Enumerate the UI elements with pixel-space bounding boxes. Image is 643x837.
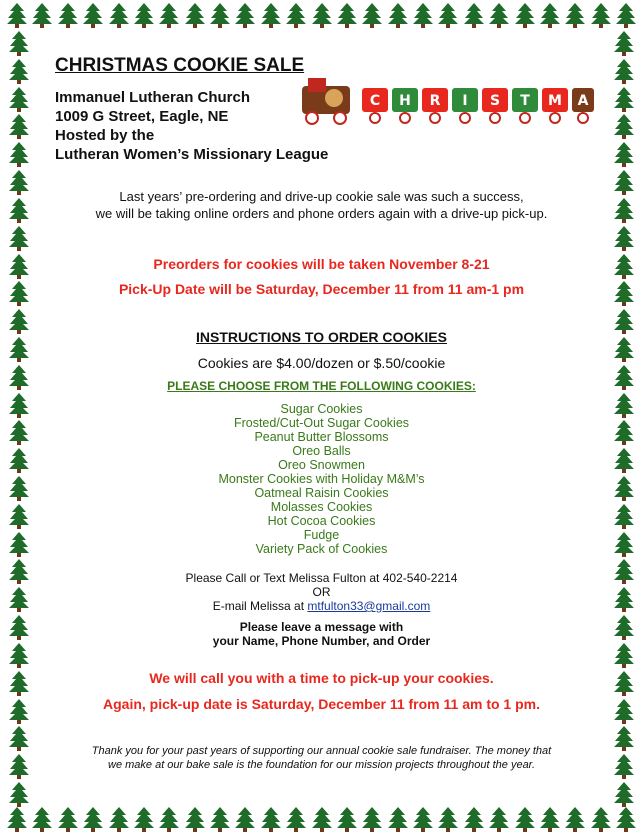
- christmas-tree-icon: [514, 2, 536, 28]
- thank-you-line: we make at our bake sale is the foundation for our mission projects throughout the year.: [108, 759, 535, 771]
- christmas-train-graphic: [296, 72, 598, 126]
- christmas-tree-icon: [361, 2, 383, 28]
- christmas-tree-icon: [8, 725, 30, 751]
- list-item: Frosted/Cut-Out Sugar Cookies: [233, 416, 410, 430]
- christmas-tree-icon: [8, 169, 30, 195]
- christmas-tree-icon: [8, 253, 30, 279]
- christmas-tree-icon: [613, 86, 635, 112]
- svg-text:R: R: [429, 93, 441, 109]
- christmas-tree-icon: [8, 225, 30, 251]
- christmas-tree-icon: [613, 30, 635, 56]
- christmas-tree-icon: [8, 86, 30, 112]
- email-link[interactable]: mtfulton33@gmail.com: [307, 599, 431, 613]
- christmas-tree-icon: [133, 806, 155, 832]
- leave-message-line: your Name, Phone Number, and Order: [212, 634, 431, 648]
- christmas-tree-icon: [8, 586, 30, 612]
- svg-text:H: H: [399, 93, 411, 109]
- christmas-tree-icon: [412, 806, 434, 832]
- christmas-tree-icon: [613, 753, 635, 779]
- christmas-tree-icon: [8, 308, 30, 334]
- christmas-tree-icon: [613, 197, 635, 223]
- christmas-tree-icon: [158, 2, 180, 28]
- christmas-tree-icon: [234, 806, 256, 832]
- christmas-tree-icon: [615, 806, 637, 832]
- christmas-tree-icon: [184, 806, 206, 832]
- christmas-tree-icon: [488, 2, 510, 28]
- list-item: Oatmeal Raisin Cookies: [254, 486, 389, 500]
- christmas-tree-icon: [590, 806, 612, 832]
- christmas-tree-icon: [8, 698, 30, 724]
- christmas-tree-icon: [8, 364, 30, 390]
- intro-line: we will be taking online orders and phone orders again with a drive-up pick-up.: [95, 206, 548, 221]
- christmas-tree-icon: [285, 2, 307, 28]
- christmas-tree-icon: [613, 308, 635, 334]
- christmas-tree-icon: [437, 2, 459, 28]
- christmas-tree-icon: [539, 806, 561, 832]
- christmas-tree-icon: [8, 642, 30, 668]
- intro-paragraph: [30, 188, 613, 222]
- christmas-tree-icon: [613, 141, 635, 167]
- christmas-tree-icon: [8, 531, 30, 557]
- christmas-tree-icon: [564, 2, 586, 28]
- christmas-tree-icon: [6, 806, 28, 832]
- thank-you-line: Thank you for your past years of supporting our annual cookie sale fundraiser. The money that: [91, 745, 552, 757]
- christmas-tree-icon: [613, 503, 635, 529]
- christmas-tree-icon: [387, 806, 409, 832]
- pickup-date: Pick-Up Date will be Saturday, December 11 from 11 am-1 pm: [118, 281, 525, 297]
- christmas-tree-icon: [613, 169, 635, 195]
- christmas-tree-icon: [613, 419, 635, 445]
- christmas-tree-icon: [31, 2, 53, 28]
- christmas-tree-icon: [613, 531, 635, 557]
- christmas-tree-icon: [613, 614, 635, 640]
- list-item: Oreo Balls: [292, 444, 351, 458]
- instructions-heading: INSTRUCTIONS TO ORDER COOKIES: [196, 329, 447, 345]
- christmas-tree-icon: [336, 806, 358, 832]
- christmas-tree-icon: [613, 642, 635, 668]
- christmas-tree-icon: [613, 698, 635, 724]
- christmas-tree-icon: [8, 58, 30, 84]
- svg-text:T: T: [520, 93, 530, 109]
- list-item: Molasses Cookies: [270, 500, 373, 514]
- christmas-tree-icon: [209, 2, 231, 28]
- svg-text:A: A: [577, 93, 589, 109]
- cookie-list: [30, 402, 613, 556]
- list-item: Fudge: [303, 528, 340, 542]
- christmas-tree-icon: [108, 2, 130, 28]
- christmas-tree-icon: [8, 670, 30, 696]
- christmas-tree-icon: [613, 364, 635, 390]
- christmas-tree-icon: [285, 806, 307, 832]
- page-title: CHRISTMAS COOKIE SALE: [55, 55, 305, 76]
- email-prefix: E-mail Melissa at: [212, 599, 308, 613]
- christmas-tree-icon: [8, 336, 30, 362]
- christmas-tree-icon: [8, 558, 30, 584]
- christmas-tree-icon: [108, 806, 130, 832]
- choose-cookies-heading: PLEASE CHOOSE FROM THE FOLLOWING COOKIES:: [167, 379, 476, 393]
- list-item: Sugar Cookies: [280, 402, 363, 416]
- christmas-tree-icon: [209, 806, 231, 832]
- list-item: Oreo Snowmen: [278, 458, 365, 472]
- christmas-tree-icon: [8, 781, 30, 807]
- email-line: [30, 599, 613, 613]
- christmas-tree-icon: [463, 2, 485, 28]
- svg-text:I: I: [462, 93, 468, 109]
- host-organization: Lutheran Women’s Missionary League: [55, 146, 329, 163]
- christmas-tree-icon: [613, 781, 635, 807]
- christmas-tree-icon: [8, 392, 30, 418]
- christmas-tree-icon: [311, 806, 333, 832]
- leave-message-note: [30, 620, 613, 648]
- christmas-tree-icon: [8, 197, 30, 223]
- christmas-tree-icon: [8, 503, 30, 529]
- christmas-tree-icon: [412, 2, 434, 28]
- christmas-tree-icon: [613, 670, 635, 696]
- christmas-tree-icon: [336, 2, 358, 28]
- christmas-tree-icon: [590, 2, 612, 28]
- christmas-tree-icon: [613, 725, 635, 751]
- christmas-tree-icon: [463, 806, 485, 832]
- christmas-tree-icon: [8, 280, 30, 306]
- christmas-tree-icon: [8, 447, 30, 473]
- church-name: Immanuel Lutheran Church: [55, 89, 251, 106]
- christmas-tree-icon: [488, 806, 510, 832]
- christmas-tree-icon: [613, 58, 635, 84]
- preorder-dates: Preorders for cookies will be taken November 8-21: [153, 256, 490, 272]
- christmas-tree-icon: [82, 2, 104, 28]
- church-address: 1009 G Street, Eagle, NE: [55, 108, 229, 125]
- christmas-tree-icon: [615, 2, 637, 28]
- leave-message-line: Please leave a message with: [239, 620, 404, 634]
- christmas-tree-icon: [158, 806, 180, 832]
- christmas-tree-icon: [564, 806, 586, 832]
- price-info: Cookies are $4.00/dozen or $.50/cookie: [197, 355, 446, 371]
- christmas-tree-icon: [613, 336, 635, 362]
- intro-line: Last years’ pre-ordering and drive-up cookie sale was such a success,: [119, 189, 524, 204]
- christmas-tree-icon: [539, 2, 561, 28]
- christmas-tree-icon: [613, 253, 635, 279]
- christmas-tree-icon: [234, 2, 256, 28]
- list-item: Monster Cookies with Holiday M&M’s: [218, 472, 425, 486]
- christmas-tree-icon: [8, 30, 30, 56]
- christmas-tree-icon: [133, 2, 155, 28]
- svg-text:C: C: [369, 93, 381, 109]
- christmas-tree-icon: [613, 225, 635, 251]
- list-item: Variety Pack of Cookies: [255, 542, 388, 556]
- christmas-tree-icon: [613, 392, 635, 418]
- call-back-note: We will call you with a time to pick-up your cookies.: [149, 670, 494, 686]
- call-instructions: Please Call or Text Melissa Fulton at 402-540-2214: [185, 571, 458, 585]
- svg-text:M: M: [548, 93, 562, 109]
- christmas-tree-icon: [260, 806, 282, 832]
- christmas-tree-icon: [82, 806, 104, 832]
- christmas-tree-icon: [613, 586, 635, 612]
- organization-info: [55, 88, 328, 164]
- right-tree-border: [611, 30, 637, 807]
- christmas-tree-icon: [387, 2, 409, 28]
- christmas-tree-icon: [57, 806, 79, 832]
- left-tree-border: [6, 30, 32, 807]
- christmas-tree-icon: [8, 419, 30, 445]
- christmas-tree-icon: [6, 2, 28, 28]
- christmas-tree-icon: [8, 614, 30, 640]
- thank-you-note: [30, 744, 613, 772]
- hosted-by-label: Hosted by the: [55, 127, 155, 144]
- christmas-tree-icon: [361, 806, 383, 832]
- christmas-tree-icon: [8, 113, 30, 139]
- christmas-tree-icon: [613, 113, 635, 139]
- bottom-tree-border: [0, 806, 643, 836]
- christmas-tree-icon: [311, 2, 333, 28]
- christmas-tree-icon: [8, 475, 30, 501]
- or-label: OR: [312, 585, 331, 599]
- christmas-tree-icon: [8, 141, 30, 167]
- christmas-tree-icon: [613, 558, 635, 584]
- christmas-tree-icon: [613, 447, 635, 473]
- christmas-tree-icon: [514, 806, 536, 832]
- christmas-tree-icon: [437, 806, 459, 832]
- list-item: Hot Cocoa Cookies: [267, 514, 376, 528]
- christmas-tree-icon: [184, 2, 206, 28]
- christmas-tree-icon: [260, 2, 282, 28]
- christmas-tree-icon: [31, 806, 53, 832]
- christmas-tree-icon: [613, 475, 635, 501]
- pickup-reminder: Again, pick-up date is Saturday, December 11 from 11 am to 1 pm.: [103, 696, 540, 712]
- list-item: Peanut Butter Blossoms: [254, 430, 389, 444]
- christmas-tree-icon: [8, 753, 30, 779]
- top-tree-border: [0, 2, 643, 32]
- christmas-tree-icon: [613, 280, 635, 306]
- contact-info: [30, 571, 613, 613]
- christmas-tree-icon: [57, 2, 79, 28]
- svg-text:S: S: [489, 93, 501, 109]
